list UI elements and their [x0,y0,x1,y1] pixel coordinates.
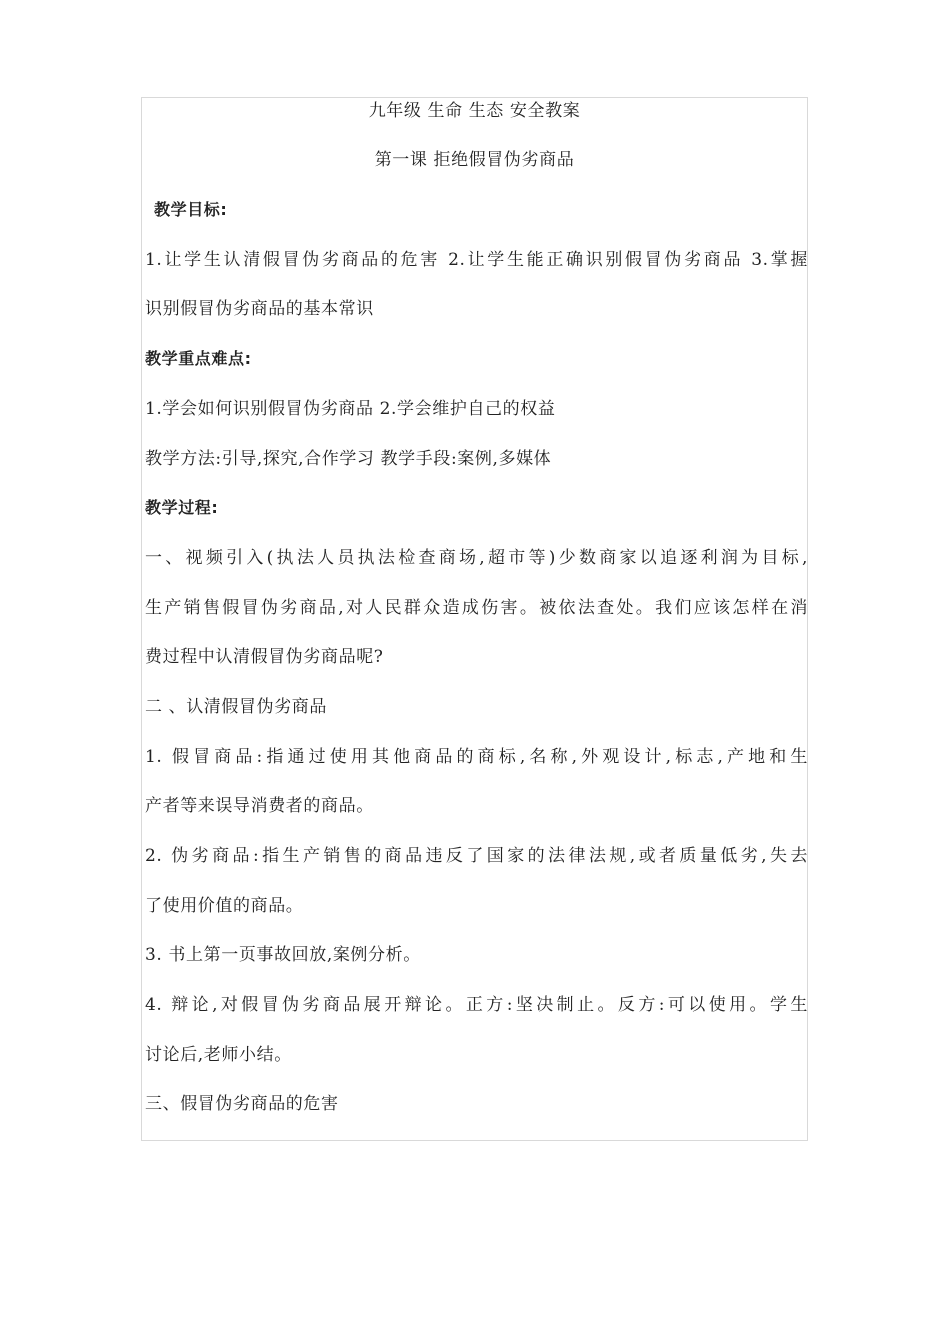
item3-text: 3. 书上第一页事故回放,案例分析。 [145,945,421,965]
item2-line1: 2. 伪劣商品:指生产销售的商品违反了国家的法律法规,或者质量低劣,失去 [145,846,808,866]
methods-text: 教学方法:引导,探究,合作学习 教学手段:案例,多媒体 [145,449,552,469]
item1-line1: 1. 假冒商品:指通过使用其他商品的商标,名称,外观设计,标志,产地和生 [145,747,808,767]
item4-line2: 讨论后,老师小结。 [145,1045,292,1065]
section3-heading: 三、假冒伪劣商品的危害 [145,1094,339,1114]
key-points-heading: 教学重点难点: [145,349,252,368]
section1-line2: 生产销售假冒伪劣商品,对人民群众造成伤害。被依法查处。我们应该怎样在消 [145,598,808,618]
key-points-text: 1.学会如何识别假冒伪劣商品 2.学会维护自己的权益 [145,399,556,419]
section1-line1: 一、视频引入(执法人员执法检查商场,超市等)少数商家以追逐利润为目标, [145,548,808,568]
objectives-text-line2: 识别假冒伪劣商品的基本常识 [145,299,374,319]
section2-heading: 二 、认清假冒伪劣商品 [145,697,328,717]
item1-line2: 产者等来误导消费者的商品。 [145,796,374,816]
process-heading: 教学过程: [145,498,219,517]
document-header: 九年级 生命 生态 安全教案 [368,101,581,121]
item2-line2: 了使用价值的商品。 [145,896,304,916]
item4-line1: 4. 辩论,对假冒伪劣商品展开辩论。正方:坚决制止。反方:可以使用。学生 [145,995,808,1015]
objectives-text-line1: 1.让学生认清假冒伪劣商品的危害 2.让学生能正确识别假冒伪劣商品 3.掌握 [145,250,808,270]
section1-line3: 费过程中认清假冒伪劣商品呢? [145,647,384,667]
lesson-title: 第一课 拒绝假冒伪劣商品 [374,150,575,170]
objectives-heading: 教学目标: [154,200,228,219]
